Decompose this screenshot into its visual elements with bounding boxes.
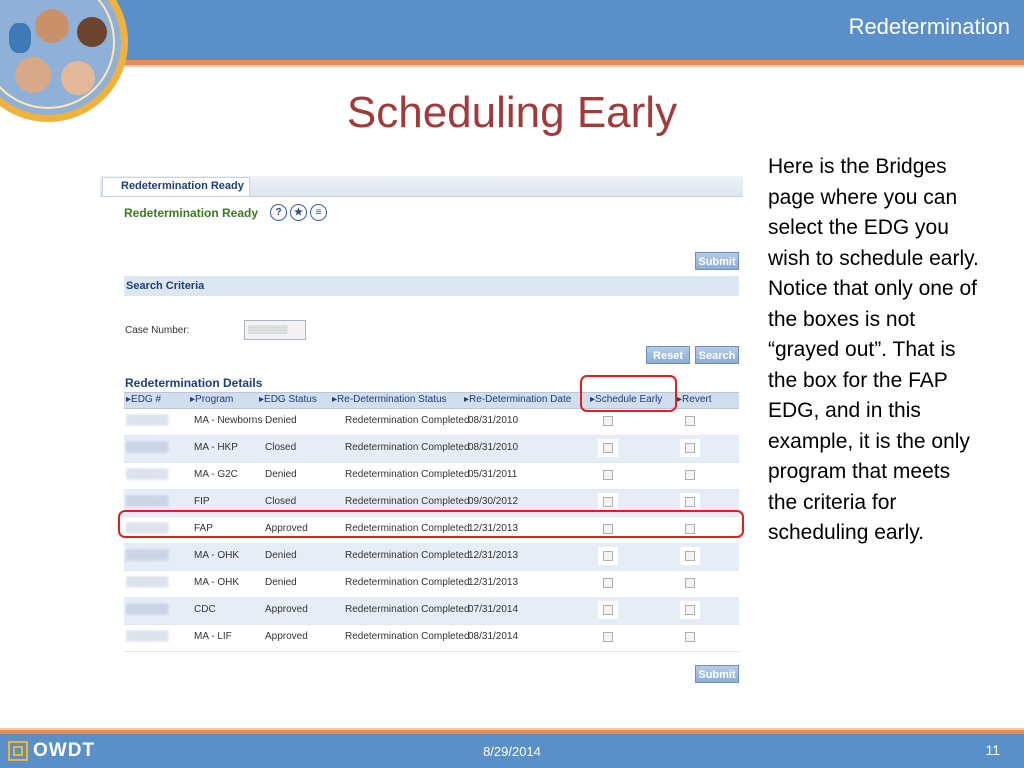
redet-date-cell: 12/31/2013	[468, 523, 519, 534]
program-cell: CDC	[194, 604, 216, 615]
revert-checkbox[interactable]	[680, 601, 700, 619]
star-icon[interactable]: ★	[290, 204, 307, 221]
program-cell: MA - Newborns	[194, 415, 263, 426]
page-heading: Redetermination Ready	[124, 206, 259, 220]
edg-number-link[interactable]: ▒▒▒▒▒▒	[126, 523, 169, 534]
header-divider-light	[0, 65, 1024, 67]
redet-status-cell: Redetermination Completed	[345, 631, 470, 642]
program-cell: MA - G2C	[194, 469, 238, 480]
schedule-early-checkbox[interactable]	[598, 466, 618, 484]
redet-status-cell: Redetermination Completed	[345, 496, 470, 507]
photo-person	[77, 17, 107, 47]
redet-status-cell: Redetermination Completed	[345, 415, 470, 426]
redet-date-cell: 07/31/2014	[468, 604, 519, 615]
edg-status-cell: Approved	[265, 604, 308, 615]
column-header-redet-date[interactable]: ▸Re-Determination Date	[464, 394, 572, 405]
edg-number-link[interactable]: ▒▒▒▒▒▒	[126, 442, 169, 453]
program-cell: MA - LIF	[194, 631, 232, 642]
table-row	[124, 409, 739, 436]
schedule-early-checkbox[interactable]	[598, 493, 618, 511]
table-row	[124, 598, 739, 625]
revert-checkbox[interactable]	[680, 439, 700, 457]
michigan-map	[9, 23, 31, 53]
document-icon[interactable]: ≡	[310, 204, 327, 221]
column-header-edg-status[interactable]: ▸EDG Status	[259, 394, 317, 405]
edg-status-cell: Denied	[265, 415, 297, 426]
case-number-input[interactable]: ▒▒▒▒▒▒▒	[244, 320, 306, 340]
table-row	[124, 436, 739, 463]
edg-number-link[interactable]: ▒▒▒▒▒▒	[126, 415, 169, 426]
table-row	[124, 544, 739, 571]
column-header-program[interactable]: ▸Program	[190, 394, 234, 405]
redet-status-cell: Redetermination Completed	[345, 604, 470, 615]
redetermination-details-title: Redetermination Details	[125, 376, 263, 390]
schedule-early-highlight	[580, 375, 677, 412]
photo-person	[35, 9, 69, 43]
schedule-early-checkbox[interactable]	[598, 412, 618, 430]
explanation-text: Here is the Bridges page where you can select the EDG you wish to schedule early. Notice that only one of the boxes is not “grayed out”. That is the box for the FAP EDG, and in this example, it is the only program that meets the criteria for scheduling early.	[768, 155, 979, 544]
schedule-early-checkbox[interactable]	[598, 628, 618, 646]
edg-number-link[interactable]: ▒▒▒▒▒▒	[126, 469, 169, 480]
edg-number-link[interactable]: ▒▒▒▒▒▒	[126, 631, 169, 642]
submit-button-bottom[interactable]: Submit	[695, 665, 739, 683]
revert-checkbox[interactable]	[680, 466, 700, 484]
revert-checkbox[interactable]	[680, 493, 700, 511]
page-number: 11	[985, 742, 1000, 758]
revert-checkbox[interactable]	[680, 412, 700, 430]
edg-status-cell: Denied	[265, 577, 297, 588]
table-row	[124, 625, 739, 652]
edg-status-cell: Closed	[265, 496, 297, 507]
tab-redetermination-ready[interactable]: Redetermination Ready	[102, 177, 250, 196]
help-icon[interactable]: ?	[270, 204, 287, 221]
program-cell: MA - OHK	[194, 577, 240, 588]
redet-date-cell: 12/31/2013	[468, 577, 519, 588]
fap-row-highlight	[118, 510, 744, 538]
schedule-early-checkbox[interactable]	[598, 574, 618, 592]
owdt-logo-text: OWDT	[33, 740, 96, 761]
redet-date-cell: 08/31/2010	[468, 415, 519, 426]
revert-checkbox[interactable]	[680, 574, 700, 592]
revert-checkbox[interactable]	[680, 547, 700, 565]
edg-number-link[interactable]: ▒▒▒▒▒▒	[126, 496, 169, 507]
redet-date-cell: 12/31/2013	[468, 550, 519, 561]
case-number-label: Case Number:	[125, 325, 190, 336]
schedule-early-checkbox[interactable]	[598, 439, 618, 457]
search-criteria-bar: Search Criteria	[124, 276, 739, 296]
table-row	[124, 571, 739, 598]
redet-status-cell: Redetermination Completed	[345, 442, 470, 453]
edg-number-link[interactable]: ▒▒▒▒▒▒	[126, 577, 169, 588]
section-title: Redetermination	[848, 14, 1010, 39]
redet-status-cell: Redetermination Completed	[345, 577, 470, 588]
edg-number-link[interactable]: ▒▒▒▒▒▒	[126, 604, 169, 615]
table-row	[124, 463, 739, 490]
redet-date-cell: 08/31/2014	[468, 631, 519, 642]
column-header-redet-status[interactable]: ▸Re-Determination Status	[332, 394, 447, 405]
slide-title: Scheduling Early	[346, 88, 678, 137]
edg-status-cell: Denied	[265, 469, 297, 480]
edg-status-cell: Approved	[265, 523, 308, 534]
submit-button-top[interactable]: Submit	[695, 252, 739, 270]
edg-status-cell: Denied	[265, 550, 297, 561]
reset-button[interactable]: Reset	[646, 346, 690, 364]
program-cell: MA - OHK	[194, 550, 240, 561]
redet-date-cell: 08/31/2010	[468, 442, 519, 453]
redet-status-cell: Redetermination Completed	[345, 469, 470, 480]
tab-bar	[100, 176, 743, 197]
revert-checkbox[interactable]	[680, 628, 700, 646]
edg-status-cell: Closed	[265, 442, 297, 453]
redet-status-cell: Redetermination Completed	[345, 550, 470, 561]
footer-date: 8/29/2014	[483, 744, 541, 759]
column-header-revert[interactable]: ▸Revert	[677, 394, 712, 405]
help-icons	[270, 204, 327, 221]
program-cell: FIP	[194, 496, 210, 507]
redet-date-cell: 05/31/2011	[468, 469, 518, 480]
edg-number-link[interactable]: ▒▒▒▒▒▒	[126, 550, 169, 561]
program-cell: MA - HKP	[194, 442, 238, 453]
edg-status-cell: Approved	[265, 631, 308, 642]
schedule-early-checkbox[interactable]	[598, 547, 618, 565]
schedule-early-checkbox[interactable]	[598, 601, 618, 619]
search-button[interactable]: Search	[695, 346, 739, 364]
column-header-edg[interactable]: ▸EDG #	[126, 394, 162, 405]
column-header-schedule-early[interactable]: ▸Schedule Early	[590, 394, 663, 405]
program-cell: FAP	[194, 523, 213, 534]
redet-status-cell: Redetermination Completed	[345, 523, 470, 534]
bridges-screenshot	[100, 176, 743, 696]
redet-date-cell: 09/30/2012	[468, 496, 519, 507]
